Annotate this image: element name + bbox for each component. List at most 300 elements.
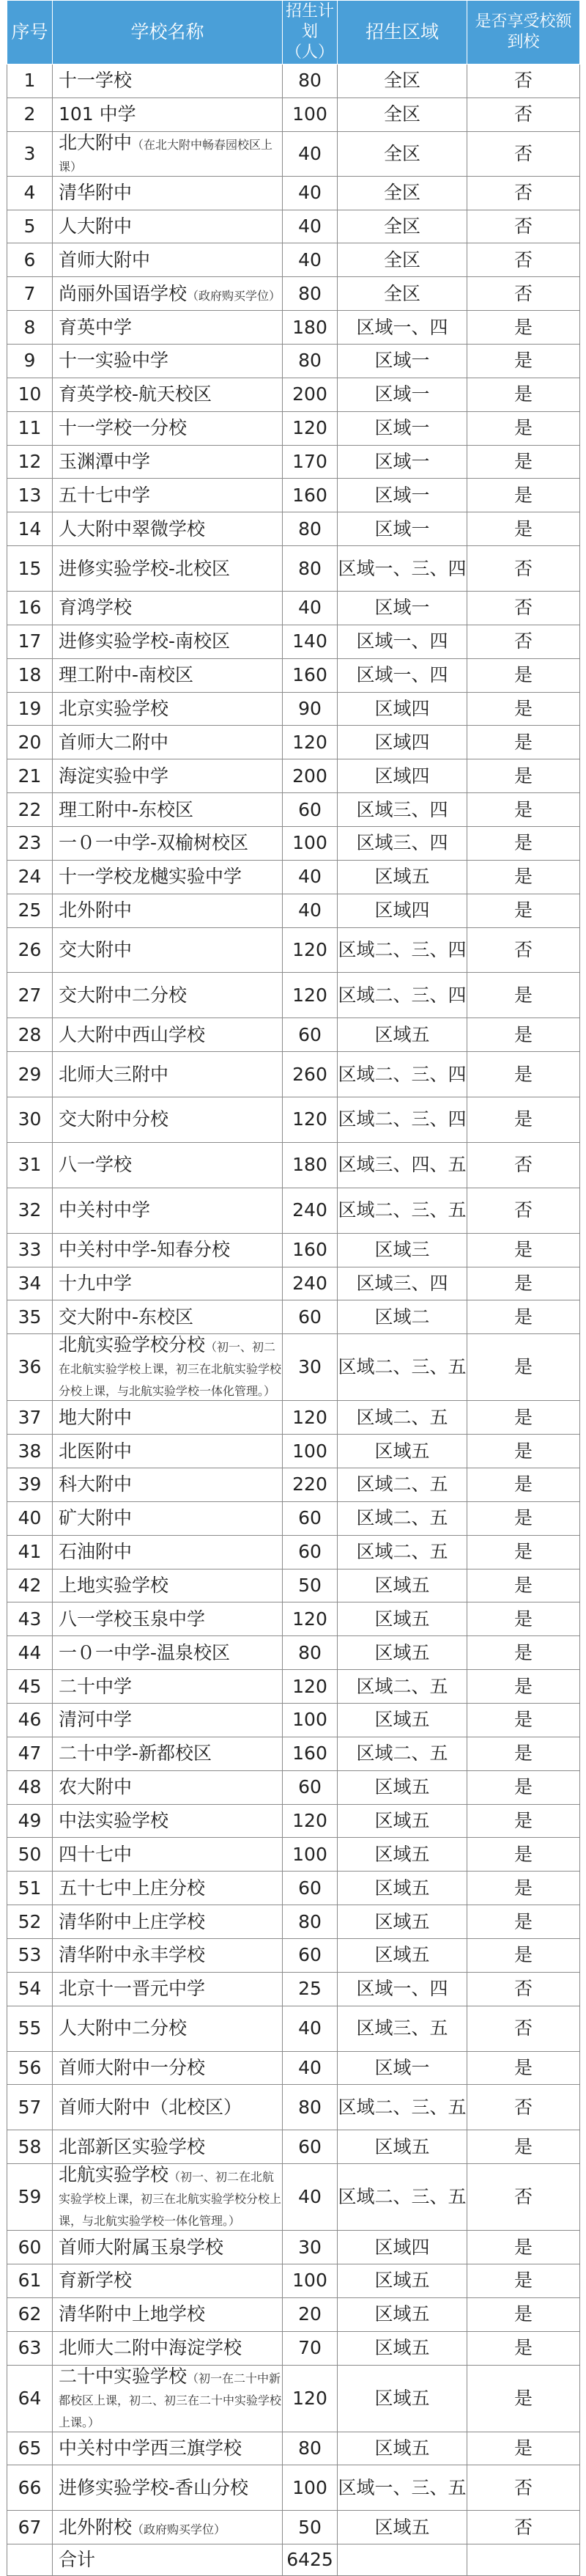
row-quota: 是 bbox=[467, 894, 580, 927]
row-area: 区域五 bbox=[338, 2432, 467, 2465]
school-name-text: 人大附中西山学校 bbox=[59, 1023, 206, 1045]
row-area: 区域五 bbox=[338, 1435, 467, 1468]
table-row bbox=[7, 378, 580, 411]
row-school-name bbox=[53, 1401, 283, 1435]
row-no: 34 bbox=[7, 1267, 53, 1300]
row-plan: 160 bbox=[283, 479, 338, 512]
school-name-text: 十一学校一分校 bbox=[59, 417, 188, 439]
table-row bbox=[7, 512, 580, 546]
row-no: 43 bbox=[7, 1602, 53, 1636]
row-no: 13 bbox=[7, 479, 53, 512]
row-quota: 否 bbox=[467, 2085, 580, 2130]
table-row bbox=[7, 2006, 580, 2051]
row-area: 区域一、四 bbox=[338, 658, 467, 692]
row-plan: 60 bbox=[283, 1872, 338, 1905]
row-school-name bbox=[53, 1300, 283, 1334]
table-row bbox=[7, 927, 580, 973]
row-school-name bbox=[53, 2051, 283, 2085]
row-no: 9 bbox=[7, 345, 53, 378]
row-school-name bbox=[53, 827, 283, 861]
row-quota: 是 bbox=[467, 1267, 580, 1300]
row-no: 59 bbox=[7, 2164, 53, 2231]
admission-table bbox=[7, 0, 580, 2576]
row-no: 67 bbox=[7, 2511, 53, 2544]
table-row bbox=[7, 1097, 580, 1143]
row-no: 20 bbox=[7, 726, 53, 759]
row-area: 区域五 bbox=[338, 1636, 467, 1670]
row-no: 22 bbox=[7, 793, 53, 827]
row-quota: 是 bbox=[467, 2130, 580, 2164]
row-no: 5 bbox=[7, 210, 53, 243]
row-quota: 否 bbox=[467, 592, 580, 625]
school-name-text: 进修实验学校-南校区 bbox=[59, 630, 231, 652]
row-area: 区域三、四、五 bbox=[338, 1142, 467, 1188]
table-row bbox=[7, 1535, 580, 1569]
row-no: 21 bbox=[7, 759, 53, 793]
row-no: 23 bbox=[7, 827, 53, 861]
school-name-text: 交大附中-东校区 bbox=[59, 1306, 194, 1328]
school-name-text: 交大附中分校 bbox=[59, 1108, 169, 1130]
row-school-name bbox=[53, 1569, 283, 1602]
row-plan: 40 bbox=[283, 2051, 338, 2085]
row-area: 区域二、五 bbox=[338, 1535, 467, 1569]
table-row bbox=[7, 2432, 580, 2465]
table-row bbox=[7, 625, 580, 658]
row-plan: 40 bbox=[283, 2006, 338, 2051]
row-no: 4 bbox=[7, 176, 53, 210]
row-plan: 160 bbox=[283, 658, 338, 692]
row-plan: 120 bbox=[283, 726, 338, 759]
row-area: 区域三、五 bbox=[338, 2006, 467, 2051]
school-name-text: 北航实验学校 bbox=[59, 2164, 169, 2186]
row-plan: 70 bbox=[283, 2331, 338, 2365]
row-area: 区域一 bbox=[338, 512, 467, 546]
row-quota: 否 bbox=[467, 210, 580, 243]
table-row bbox=[7, 1938, 580, 1972]
school-name-text: 育新学校 bbox=[59, 2270, 133, 2292]
row-no: 58 bbox=[7, 2130, 53, 2164]
table-row bbox=[7, 1435, 580, 1468]
total-label: 合计 bbox=[53, 2544, 283, 2576]
header-no: 序号 bbox=[7, 1, 53, 65]
row-plan: 100 bbox=[283, 1435, 338, 1468]
row-plan: 120 bbox=[283, 2365, 338, 2432]
school-name-text: 清华附中永丰学校 bbox=[59, 1944, 206, 1966]
school-name-text: 科大附中 bbox=[59, 1473, 133, 1495]
row-plan: 220 bbox=[283, 1468, 338, 1501]
school-name-text: 育英中学 bbox=[59, 316, 133, 338]
school-name-text: 北京实验学校 bbox=[59, 698, 169, 720]
row-quota: 是 bbox=[467, 1018, 580, 1052]
row-quota: 否 bbox=[467, 2164, 580, 2231]
row-plan: 50 bbox=[283, 1569, 338, 1602]
row-quota: 否 bbox=[467, 1188, 580, 1233]
row-school-name bbox=[53, 692, 283, 726]
school-name-text: 清华附中 bbox=[59, 182, 133, 204]
row-no: 47 bbox=[7, 1737, 53, 1770]
row-quota: 否 bbox=[467, 546, 580, 592]
row-no: 66 bbox=[7, 2465, 53, 2511]
row-quota: 是 bbox=[467, 2365, 580, 2432]
school-name-text: 北京十一晋元中学 bbox=[59, 1978, 206, 2000]
row-no: 35 bbox=[7, 1300, 53, 1334]
row-no: 63 bbox=[7, 2331, 53, 2365]
row-quota: 是 bbox=[467, 2264, 580, 2297]
row-area: 区域二、三、五 bbox=[338, 2085, 467, 2130]
row-quota: 是 bbox=[467, 973, 580, 1018]
table-row bbox=[7, 1838, 580, 1872]
row-plan: 120 bbox=[283, 1602, 338, 1636]
row-school-name bbox=[53, 1097, 283, 1143]
row-school-name bbox=[53, 793, 283, 827]
row-quota: 是 bbox=[467, 1468, 580, 1501]
row-quota: 是 bbox=[467, 2331, 580, 2365]
school-name-text: 中关村中学-知春分校 bbox=[59, 1239, 231, 1261]
row-no: 7 bbox=[7, 277, 53, 311]
row-school-name bbox=[53, 345, 283, 378]
row-quota: 是 bbox=[467, 378, 580, 411]
school-name-text: 石油附中 bbox=[59, 1541, 133, 1563]
row-quota: 是 bbox=[467, 692, 580, 726]
table-row bbox=[7, 2511, 580, 2544]
table-row bbox=[7, 277, 580, 311]
school-name-text: 交大附中 bbox=[59, 939, 133, 961]
row-quota: 否 bbox=[467, 625, 580, 658]
school-name-text: 清河中学 bbox=[59, 1709, 133, 1731]
row-plan: 60 bbox=[283, 1300, 338, 1334]
row-school-name bbox=[53, 1435, 283, 1468]
row-plan: 60 bbox=[283, 1535, 338, 1569]
row-area: 区域二、三、五 bbox=[338, 2164, 467, 2231]
school-note-text: （初一、初二在北航实验学校上课，初三在北航实验学校分校上课，与北航实验学校一体化管理。） bbox=[59, 2170, 282, 2229]
row-school-name bbox=[53, 2130, 283, 2164]
school-name-text: 人大附中 bbox=[59, 216, 133, 237]
school-name-text: 北医附中 bbox=[59, 1440, 133, 1462]
row-no: 32 bbox=[7, 1188, 53, 1233]
table-row bbox=[7, 1501, 580, 1535]
table-row bbox=[7, 1018, 580, 1052]
row-plan: 170 bbox=[283, 445, 338, 479]
school-name-text: 中法实验学校 bbox=[59, 1809, 169, 1831]
row-school-name bbox=[53, 2231, 283, 2264]
table-row bbox=[7, 2264, 580, 2297]
row-no: 42 bbox=[7, 1569, 53, 1602]
row-school-name bbox=[53, 1938, 283, 1972]
table-row bbox=[7, 1401, 580, 1435]
school-name-text: 进修实验学校-香山分校 bbox=[59, 2476, 249, 2498]
row-quota: 是 bbox=[467, 1636, 580, 1670]
row-area: 区域五 bbox=[338, 1018, 467, 1052]
row-school-name bbox=[53, 1602, 283, 1636]
school-name-text: 北师大三附中 bbox=[59, 1063, 169, 1085]
row-no: 54 bbox=[7, 1972, 53, 2006]
total-quota-cell bbox=[467, 2544, 580, 2576]
row-quota: 是 bbox=[467, 1905, 580, 1939]
row-no: 18 bbox=[7, 658, 53, 692]
row-no: 48 bbox=[7, 1770, 53, 1804]
row-quota: 是 bbox=[467, 345, 580, 378]
row-area: 区域二、三、四 bbox=[338, 927, 467, 973]
row-plan: 80 bbox=[283, 1636, 338, 1670]
row-no: 27 bbox=[7, 973, 53, 1018]
row-school-name bbox=[53, 445, 283, 479]
row-quota: 是 bbox=[467, 1938, 580, 1972]
row-school-name bbox=[53, 860, 283, 894]
row-quota: 是 bbox=[467, 1300, 580, 1334]
row-area: 区域四 bbox=[338, 2231, 467, 2264]
row-school-name bbox=[53, 1233, 283, 1267]
row-plan: 30 bbox=[283, 1334, 338, 1401]
table-row bbox=[7, 1636, 580, 1670]
table-row bbox=[7, 2465, 580, 2511]
school-name-text: 矿大附中 bbox=[59, 1507, 133, 1529]
row-area: 区域五 bbox=[338, 1703, 467, 1737]
row-plan: 120 bbox=[283, 973, 338, 1018]
row-area: 区域五 bbox=[338, 1602, 467, 1636]
table-row bbox=[7, 973, 580, 1018]
row-quota: 否 bbox=[467, 65, 580, 98]
table-row bbox=[7, 131, 580, 176]
row-quota: 是 bbox=[467, 445, 580, 479]
table-row bbox=[7, 1602, 580, 1636]
row-school-name bbox=[53, 1670, 283, 1704]
row-quota: 是 bbox=[467, 411, 580, 445]
row-plan: 40 bbox=[283, 2164, 338, 2231]
row-quota: 是 bbox=[467, 1703, 580, 1737]
table-row bbox=[7, 1142, 580, 1188]
row-area: 区域一 bbox=[338, 411, 467, 445]
row-quota: 是 bbox=[467, 860, 580, 894]
school-name-text: 北大附中 bbox=[59, 131, 133, 153]
row-area: 区域三、四 bbox=[338, 793, 467, 827]
row-plan: 120 bbox=[283, 411, 338, 445]
school-name-text: 农大附中 bbox=[59, 1776, 133, 1798]
row-school-name bbox=[53, 894, 283, 927]
row-school-name bbox=[53, 1018, 283, 1052]
row-plan: 120 bbox=[283, 1401, 338, 1435]
table-row bbox=[7, 2051, 580, 2085]
school-name-text: 中关村中学西三旗学校 bbox=[59, 2437, 242, 2459]
row-plan: 200 bbox=[283, 378, 338, 411]
school-name-text: 八一学校玉泉中学 bbox=[59, 1608, 206, 1630]
row-no: 12 bbox=[7, 445, 53, 479]
table-row bbox=[7, 2297, 580, 2331]
table-body bbox=[7, 65, 580, 2544]
row-quota: 是 bbox=[467, 2051, 580, 2085]
school-note-text: （初一、初二在北航实验学校上课，初三在北航实验学校分校上课，与北航实验学校一体化管理。） bbox=[59, 1340, 282, 1399]
header-quota: 是否享受校额到校 bbox=[467, 1, 580, 65]
row-no: 3 bbox=[7, 131, 53, 176]
table-row bbox=[7, 1052, 580, 1097]
row-area: 区域二、五 bbox=[338, 1737, 467, 1770]
row-no: 53 bbox=[7, 1938, 53, 1972]
row-plan: 160 bbox=[283, 1737, 338, 1770]
school-name-text: 十九中学 bbox=[59, 1272, 133, 1294]
school-note-text: （在北大附中畅春园校区上课） bbox=[59, 137, 273, 174]
row-quota: 是 bbox=[467, 726, 580, 759]
row-area: 区域四 bbox=[338, 726, 467, 759]
row-area: 区域五 bbox=[338, 1804, 467, 1838]
row-no: 30 bbox=[7, 1097, 53, 1143]
row-quota: 是 bbox=[467, 1872, 580, 1905]
row-area: 区域五 bbox=[338, 1569, 467, 1602]
total-no-cell bbox=[7, 2544, 53, 2576]
row-quota: 是 bbox=[467, 827, 580, 861]
row-school-name bbox=[53, 1188, 283, 1233]
school-name-text: 理工附中-东校区 bbox=[59, 798, 194, 820]
row-school-name bbox=[53, 1468, 283, 1501]
row-area: 区域一、三、五 bbox=[338, 2465, 467, 2511]
total-area-cell bbox=[338, 2544, 467, 2576]
row-no: 8 bbox=[7, 311, 53, 345]
row-area: 区域五 bbox=[338, 1838, 467, 1872]
school-name-text: 二十中学 bbox=[59, 1675, 133, 1697]
row-no: 52 bbox=[7, 1905, 53, 1939]
school-name-text: 二十中学-新都校区 bbox=[59, 1743, 212, 1764]
row-plan: 40 bbox=[283, 210, 338, 243]
row-no: 2 bbox=[7, 97, 53, 131]
table-row bbox=[7, 1188, 580, 1233]
table-row bbox=[7, 311, 580, 345]
school-name-text: 首师大附属玉泉学校 bbox=[59, 2236, 224, 2258]
row-no: 16 bbox=[7, 592, 53, 625]
row-plan: 120 bbox=[283, 1097, 338, 1143]
table-row bbox=[7, 692, 580, 726]
table-row bbox=[7, 445, 580, 479]
row-area: 区域五 bbox=[338, 1905, 467, 1939]
row-quota: 是 bbox=[467, 512, 580, 546]
row-plan: 40 bbox=[283, 131, 338, 176]
row-school-name bbox=[53, 2511, 283, 2544]
table-row bbox=[7, 1300, 580, 1334]
row-plan: 60 bbox=[283, 1501, 338, 1535]
row-school-name bbox=[53, 311, 283, 345]
row-quota: 是 bbox=[467, 1569, 580, 1602]
row-plan: 100 bbox=[283, 2264, 338, 2297]
school-note-text: （政府购买学位） bbox=[132, 2522, 226, 2536]
row-area: 全区 bbox=[338, 210, 467, 243]
school-name-text: 北师大二附中海淀学校 bbox=[59, 2337, 242, 2359]
row-area: 区域二、五 bbox=[338, 1468, 467, 1501]
row-plan: 40 bbox=[283, 860, 338, 894]
row-area: 全区 bbox=[338, 176, 467, 210]
row-plan: 20 bbox=[283, 2297, 338, 2331]
row-area: 区域一、四 bbox=[338, 625, 467, 658]
row-area: 区域二、三、四 bbox=[338, 1052, 467, 1097]
row-school-name bbox=[53, 210, 283, 243]
school-name-text: 人大附中二分校 bbox=[59, 2017, 188, 2039]
school-name-text: 八一学校 bbox=[59, 1154, 133, 1176]
row-area: 全区 bbox=[338, 97, 467, 131]
row-no: 40 bbox=[7, 1501, 53, 1535]
table-row bbox=[7, 176, 580, 210]
row-plan: 50 bbox=[283, 2511, 338, 2544]
table-row bbox=[7, 2164, 580, 2231]
row-no: 45 bbox=[7, 1670, 53, 1704]
row-plan: 80 bbox=[283, 65, 338, 98]
row-area: 区域一、三、四 bbox=[338, 546, 467, 592]
row-area: 全区 bbox=[338, 131, 467, 176]
school-name-text: 二十中实验学校 bbox=[59, 2365, 188, 2387]
school-name-text: 北外附中 bbox=[59, 899, 133, 921]
row-plan: 120 bbox=[283, 1670, 338, 1704]
row-school-name bbox=[53, 479, 283, 512]
table-row bbox=[7, 2085, 580, 2130]
row-no: 39 bbox=[7, 1468, 53, 1501]
row-area: 区域三、四 bbox=[338, 1267, 467, 1300]
table-row bbox=[7, 860, 580, 894]
row-no: 10 bbox=[7, 378, 53, 411]
row-quota: 是 bbox=[467, 479, 580, 512]
row-school-name bbox=[53, 2331, 283, 2365]
row-school-name bbox=[53, 378, 283, 411]
row-no: 31 bbox=[7, 1142, 53, 1188]
row-school-name bbox=[53, 97, 283, 131]
table-row bbox=[7, 546, 580, 592]
row-school-name bbox=[53, 658, 283, 692]
row-plan: 100 bbox=[283, 827, 338, 861]
row-area: 区域五 bbox=[338, 2130, 467, 2164]
row-school-name bbox=[53, 927, 283, 973]
row-area: 区域一 bbox=[338, 378, 467, 411]
row-school-name bbox=[53, 243, 283, 277]
row-plan: 240 bbox=[283, 1188, 338, 1233]
row-quota: 是 bbox=[467, 1435, 580, 1468]
row-plan: 180 bbox=[283, 311, 338, 345]
row-area: 区域五 bbox=[338, 1770, 467, 1804]
row-area: 区域二、五 bbox=[338, 1501, 467, 1535]
row-quota: 是 bbox=[467, 1535, 580, 1569]
row-plan: 90 bbox=[283, 692, 338, 726]
row-no: 56 bbox=[7, 2051, 53, 2085]
row-quota: 是 bbox=[467, 1097, 580, 1143]
table-row bbox=[7, 1569, 580, 1602]
row-quota: 否 bbox=[467, 97, 580, 131]
row-school-name bbox=[53, 1267, 283, 1300]
row-no: 19 bbox=[7, 692, 53, 726]
row-plan: 30 bbox=[283, 2231, 338, 2264]
row-quota: 是 bbox=[467, 2297, 580, 2331]
row-quota: 是 bbox=[467, 759, 580, 793]
row-quota: 是 bbox=[467, 1838, 580, 1872]
row-area: 区域五 bbox=[338, 1938, 467, 1972]
header-plan: 招生计划（人） bbox=[283, 1, 338, 65]
row-school-name bbox=[53, 625, 283, 658]
row-no: 65 bbox=[7, 2432, 53, 2465]
row-no: 55 bbox=[7, 2006, 53, 2051]
school-name-text: 首师大附中（北校区） bbox=[59, 2096, 242, 2118]
row-area: 区域一 bbox=[338, 592, 467, 625]
table-row bbox=[7, 894, 580, 927]
row-quota: 否 bbox=[467, 2465, 580, 2511]
row-plan: 200 bbox=[283, 759, 338, 793]
row-no: 41 bbox=[7, 1535, 53, 1569]
row-no: 62 bbox=[7, 2297, 53, 2331]
row-no: 51 bbox=[7, 1872, 53, 1905]
row-no: 1 bbox=[7, 65, 53, 98]
row-plan: 100 bbox=[283, 2465, 338, 2511]
table-row bbox=[7, 827, 580, 861]
school-name-text: 玉渊潭中学 bbox=[59, 451, 151, 473]
row-plan: 100 bbox=[283, 97, 338, 131]
row-no: 29 bbox=[7, 1052, 53, 1097]
total-row bbox=[7, 2544, 580, 2576]
header-name: 学校名称 bbox=[53, 1, 283, 65]
row-quota: 是 bbox=[467, 658, 580, 692]
row-quota: 否 bbox=[467, 2006, 580, 2051]
row-area: 区域五 bbox=[338, 1872, 467, 1905]
row-plan: 80 bbox=[283, 277, 338, 311]
